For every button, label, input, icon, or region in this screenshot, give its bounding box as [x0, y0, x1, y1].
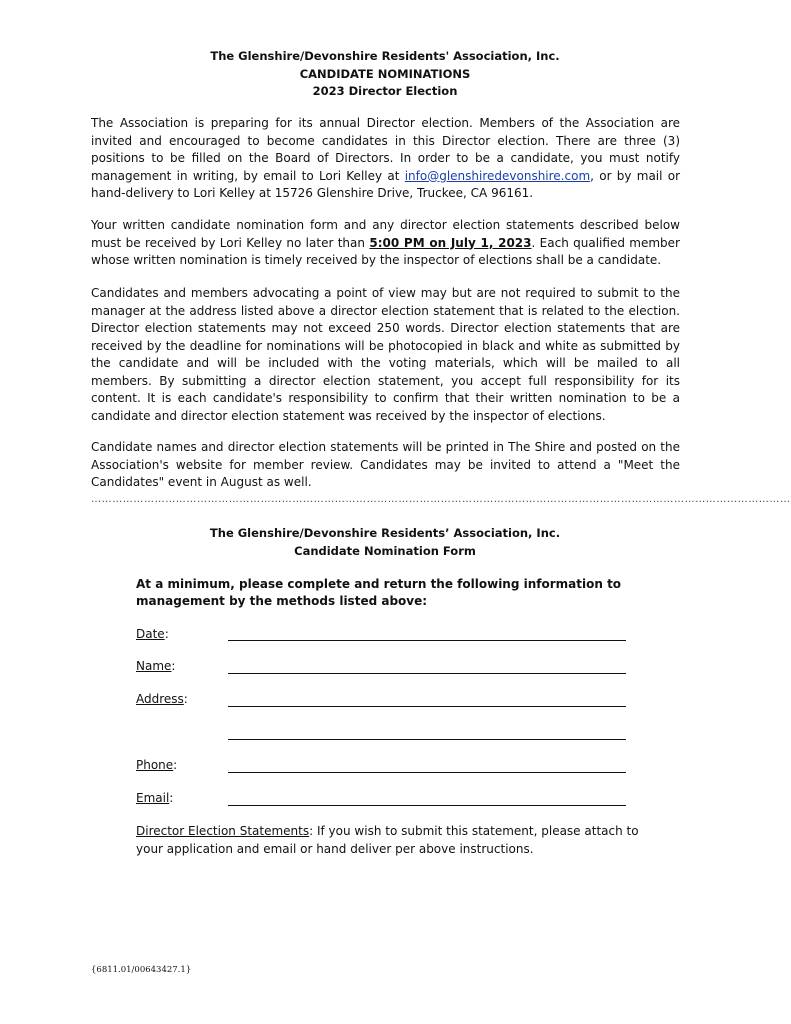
statement-note	[136, 823, 646, 858]
deadline-text: Your written candidate nomination form and any director election statements described below must be received by Lori Kelley no later than	[91, 218, 680, 250]
address-label: Address:	[136, 692, 188, 706]
form-title: Candidate Nomination Form	[294, 544, 476, 558]
phone-field[interactable]	[228, 772, 626, 773]
intro-text-end: , or by mail or hand-delivery to Lori Kelley at 15726 Glenshire Drive, Truckee, CA 96161.	[91, 168, 681, 200]
form-org: The Glenshire/Devonshire Residents’ Association, Inc.	[209, 526, 561, 540]
email-label-text: Email	[136, 791, 170, 805]
name-label: Name:	[136, 659, 176, 673]
address-field-line1[interactable]	[228, 706, 626, 707]
intro-text: The Association is preparing for its annual Director election. Members of the Association are invited and encouraged to become candidates in this Director election. There are three (3) positions to be filled on the Board of Directors. In order to be a candidate, you must notify management in writing, by email to Lori Kelley at	[91, 116, 680, 183]
statement-label: Director Election Statements	[136, 824, 310, 838]
address-label-text: Address	[136, 692, 184, 706]
deadline-date: 5:00 PM on July 1, 2023	[369, 235, 532, 250]
date-field[interactable]	[228, 640, 626, 641]
email-link[interactable]: info@glenshiredevonshire.com	[404, 168, 591, 183]
email-field[interactable]	[228, 805, 626, 806]
deadline-text-end: . Each qualified member whose written nomination is timely received by the inspector of elections shall be a candidate.	[91, 235, 680, 267]
phone-label-text: Phone	[136, 758, 174, 772]
statement-text: : If you wish to submit this statement, please attach to your application and email or hand deliver per above instructions.	[136, 824, 639, 856]
deadline-paragraph	[91, 217, 680, 270]
date-label-text: Date	[136, 627, 165, 641]
name-field[interactable]	[228, 673, 626, 674]
header-subtitle: 2023 Director Election	[312, 84, 458, 98]
phone-label: Phone:	[136, 758, 178, 772]
publication-paragraph: Candidate names and director election statements will be printed in The Shire and posted on the Association's website for member review. Candidates may be invited to attend a "Meet the Candidates" event in August as well.	[91, 440, 680, 489]
document-id-footer: {6811.01/00643427.1}	[91, 965, 192, 975]
header-org: The Glenshire/Devonshire Residents' Association, Inc.	[210, 49, 560, 63]
date-label: Date:	[136, 627, 169, 641]
dotted-separator: ………………………………………………………………………………………………………………………………………………………………………………	[91, 494, 791, 505]
name-label-text: Name	[136, 659, 172, 673]
intro-paragraph	[91, 115, 680, 203]
email-label: Email:	[136, 791, 174, 805]
header-title: CANDIDATE NOMINATIONS	[299, 67, 471, 81]
form-intro: At a minimum, please complete and return the following information to management by the methods listed above:	[136, 577, 622, 608]
statements-paragraph: Candidates and members advocating a point of view may but are not required to submit to the manager at the address listed above a director election statement that is related to the election. Director election statements may not exceed 250 words. Director election statements that are received by the deadline for nominations will be photocopied in black and white as submitted by the candidate and will be included with the voting materials, which will be mailed to all members. By submitting a director election statement, you accept full responsibility for its content. It is each candidate's responsibility to confirm that their written nomination to be a candidate and director election statement was received by the inspector of elections.	[91, 286, 680, 423]
address-field-line2[interactable]	[228, 739, 626, 740]
